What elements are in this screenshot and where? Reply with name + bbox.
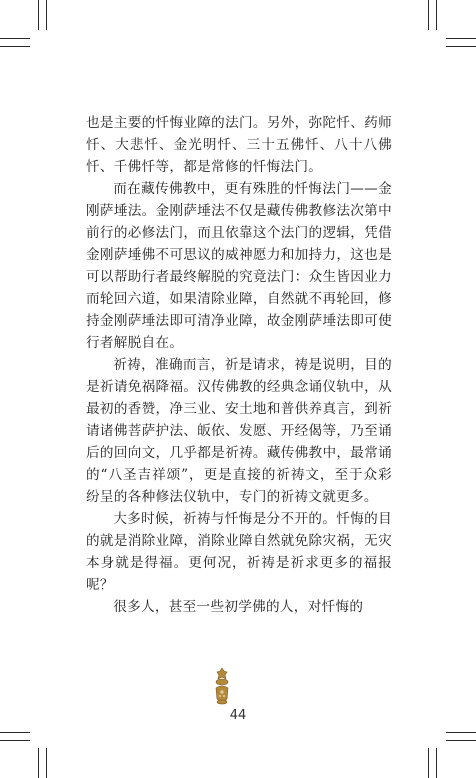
crop-mark (428, 0, 429, 30)
crop-mark (436, 748, 437, 778)
paragraph: 而在藏传佛教中，更有殊胜的忏悔法门——金刚萨埵法。金刚萨埵法不仅是藏传佛教修法次第中前行的必修法门，而且依靠这个法门的逻辑，凭借金刚萨埵佛不可思议的威神愿力和加持力，这也是可以帮助行者最终解脱的究竟法门：众生皆因业力而轮回六道，如果清除业障，自然就不再轮回，修持金刚萨埵法即可清净业障，故金刚萨埵法即可使行者解脱自在。 (86, 181, 392, 351)
crop-mark (0, 740, 30, 741)
paragraph: 也是主要的忏悔业障的法门。另外，弥陀忏、药师忏、大悲忏、金光明忏、三十五佛忏、八十八佛忏、千佛忏等，都是常修的忏悔法门。 (86, 115, 392, 175)
crop-mark (0, 732, 30, 733)
crop-mark (0, 46, 30, 47)
crop-mark (46, 0, 47, 30)
crop-mark (446, 740, 476, 741)
paragraph: 很多人，甚至一些初学佛的人，对忏悔的 (113, 599, 364, 615)
crop-mark (446, 732, 476, 733)
crop-mark (436, 0, 437, 30)
ornament-icon (212, 666, 232, 706)
paragraph: 祈祷，准确而言，祈是请求，祷是说明，目的是祈请免祸降福。汉传佛教的经典念诵仪轨中，从最初的香赞，净三业、安土地和普供养真言，到祈请诸佛菩萨护法、皈依、发愿、开经偈等，乃至诵后的回向文，几乎都是祈祷。藏传佛教中，最常诵的“八圣吉祥颂”，更是直接的祈祷文，至于众彩纷呈的各种修法仪轨中，专门的祈祷文就更多。 (86, 357, 392, 505)
crop-mark (38, 0, 39, 30)
crop-mark (428, 748, 429, 778)
body-text (86, 112, 392, 618)
crop-mark (446, 46, 476, 47)
page-number: 44 (229, 708, 247, 723)
crop-mark (0, 38, 30, 39)
crop-mark (446, 38, 476, 39)
paragraph: 大多时候，祈祷与忏悔是分不开的。忏悔的目的就是消除业障，消除业障自然就免除灾祸，无灾本身就是得福。更何况，祈祷是祈求更多的福报呢？ (86, 511, 392, 593)
crop-mark (38, 748, 39, 778)
crop-mark (46, 748, 47, 778)
